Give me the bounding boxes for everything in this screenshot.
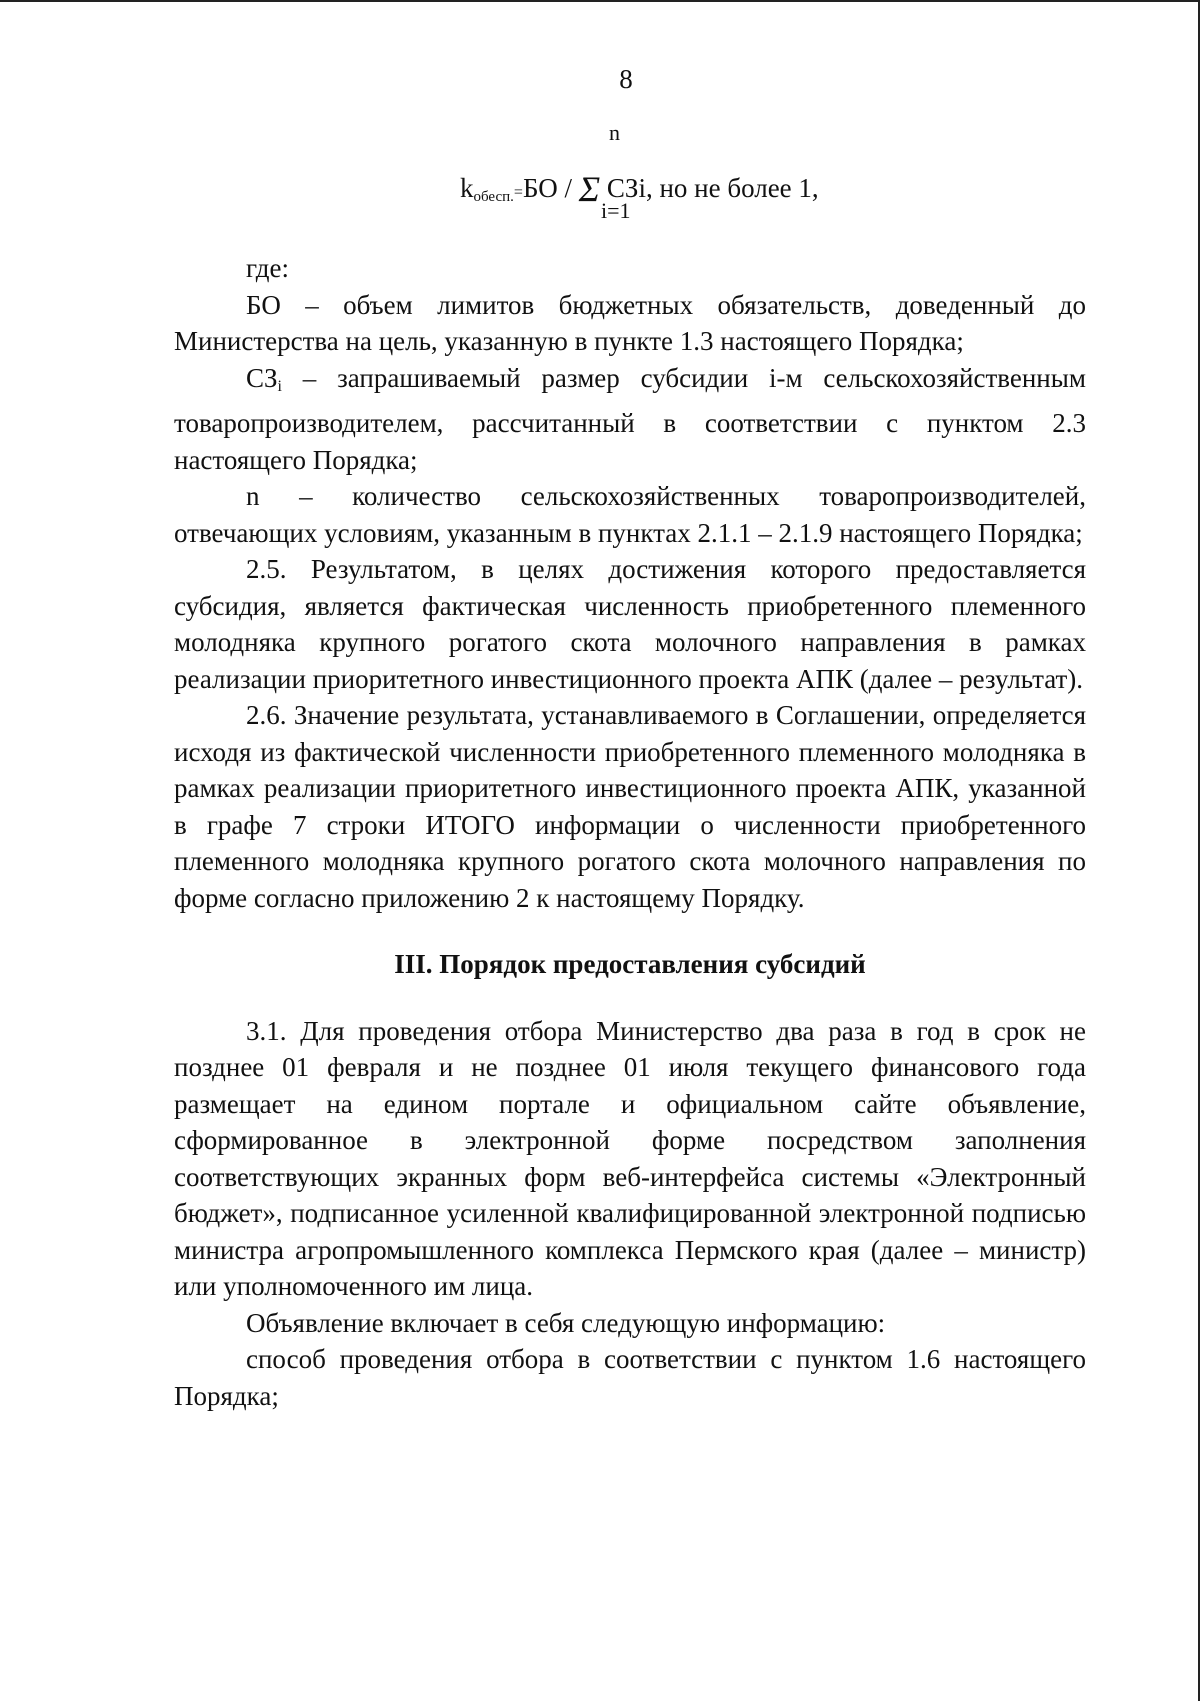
formula-lhs: k (460, 173, 474, 203)
sz-symbol: СЗ (246, 362, 278, 393)
paragraph-3-1: 3.1. Для проведения отбора Министерство два раза в год в срок не позднее 01 февраля и не позднее 01 июля текущего финансового года размещает на едином портале и официальном сайте объявление, сформированное в электронной форме посредством заполнения соответствующих экранных форм веб-интерфейса системы «Электронный бюджет», подписанное усиленной квалифицированной электронной подписью министра агропромышленного комплекса Пермского края (далее – министр) или уполномоченного им лица. (174, 1015, 1086, 1301)
formula-eq: = (513, 184, 523, 201)
paragraph-where: где: (246, 253, 289, 283)
sz-definition: – запрашиваемый размер субсидии i-м сельскохозяйственным товаропроизводителем, рассчитанный в соответствии с пунктом 2.3 настоящего Порядка; (174, 362, 1086, 475)
sigma-symbol: Σ (578, 169, 601, 209)
formula-expression (460, 164, 819, 209)
formula (460, 120, 880, 230)
paragraph-method: способ проведения отбора в соответствии с пунктом 1.6 настоящего Порядка; (174, 1344, 1086, 1411)
formula-rhs-start: БО / (522, 173, 579, 203)
formula-rhs-end: СЗi, но не более 1, (600, 173, 819, 203)
formula-lhs-sub: обесп. (473, 189, 514, 205)
sz-subscript: i (277, 377, 282, 395)
formula-upper-limit: n (609, 120, 620, 145)
page-number: 8 (619, 64, 633, 94)
paragraph-2-5: 2.5. Результатом, в целях достижения которого предоставляется субсидия, является фактическая численность приобретенного племенного молодняка крупного рогатого скота молочного направления в рамках реализации приоритетного инвестиционного проекта АПК (далее – результат). (174, 554, 1086, 694)
formula-lower-limit: i=1 (601, 198, 631, 223)
paragraph-2-6: 2.6. Значение результата, устанавливаемого в Соглашении, определяется исходя из фактической численности приобретенного племенного молодняка в рамках реализации приоритетного инвестиционного проекта АПК, указанной в графе 7 строки ИТОГО информации о численности приобретенного племенного молодняка крупного рогатого скота молочного направления по форме согласно приложению 2 к настоящему Порядку. (174, 700, 1086, 913)
paragraph-bo: БО – объем лимитов бюджетных обязательств, доведенный до Министерства на цель, указанную в пункте 1.3 настоящего Порядка; (174, 289, 1086, 356)
page-border-top (0, 0, 1200, 2)
paragraph-sz (174, 360, 1086, 479)
paragraph-announcement: Объявление включает в себя следующую информацию: (246, 1307, 886, 1338)
section-heading: III. Порядок предоставления субсидий (394, 949, 866, 979)
document-body (174, 250, 1086, 1414)
paragraph-n: n – количество сельскохозяйственных товаропроизводителей, отвечающих условиям, указанным в пунктах 2.1.1 – 2.1.9 настоящего Порядка; (174, 481, 1086, 548)
